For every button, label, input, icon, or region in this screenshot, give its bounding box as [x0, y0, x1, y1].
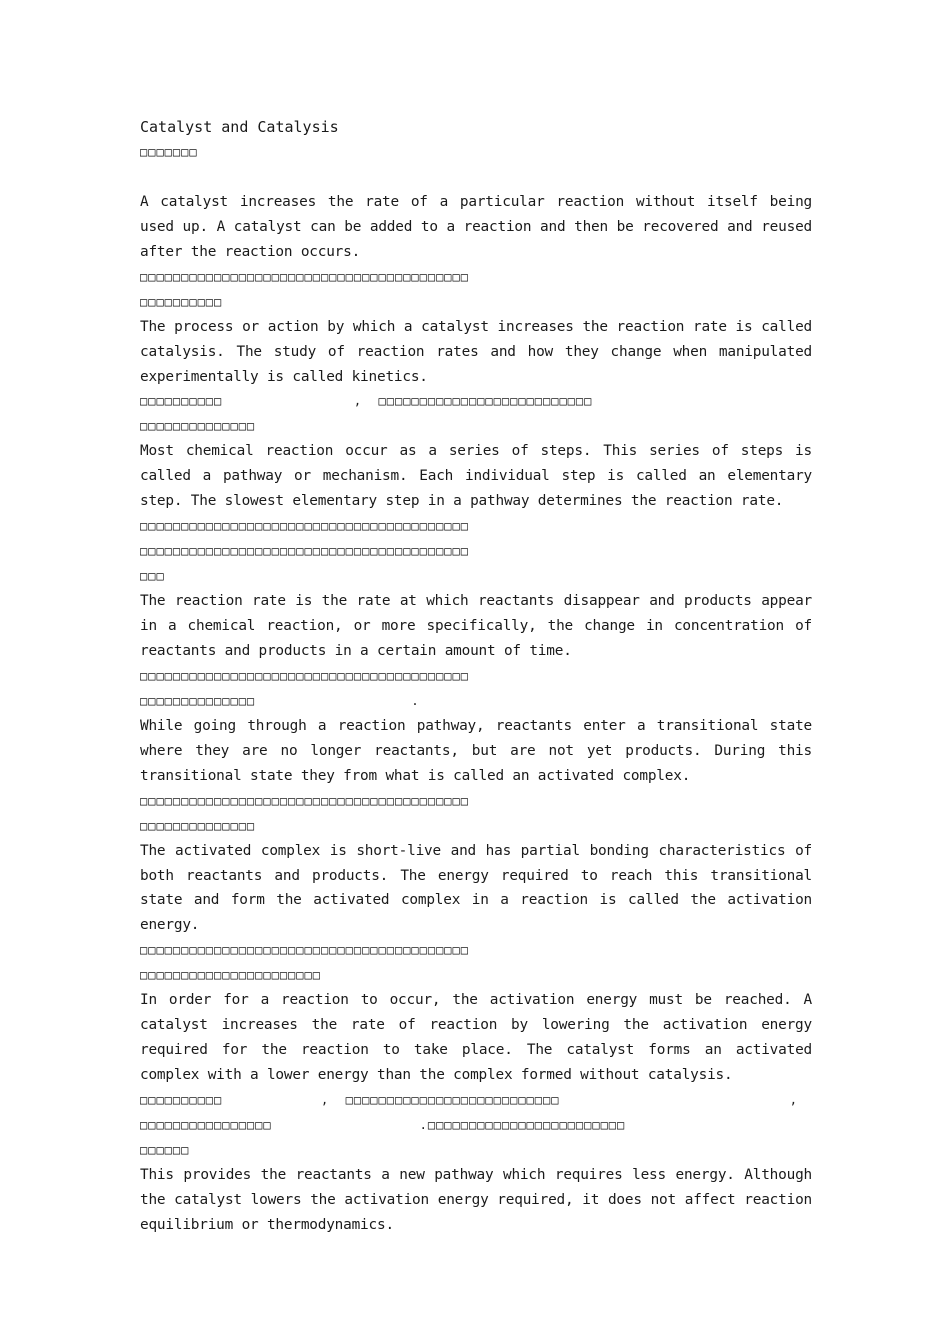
english-paragraph: Most chemical reaction occur as a series of steps. This series of steps is called a pathway or mechanism. Each individual step is called an elementary step. The slowest elementary step in a pathway determines the reaction rate.: [140, 443, 812, 510]
chinese-translation-line: □□□□□□□□□□: [140, 294, 223, 309]
english-paragraph: The activated complex is short-live and has partial bonding characteristics of both reactants and products. The energy required to reach this transitional state and form the activated complex in a reaction is called the activation energy.: [140, 842, 812, 934]
chinese-translation-line: □□□□□□□□□□□□□□: [140, 818, 256, 833]
chinese-translation-line: □□□□□□□□□□ , □□□□□□□□□□□□□□□□□□□□□□□□□□: [140, 394, 593, 409]
chinese-translation-line: □□□: [140, 569, 165, 584]
chinese-translation-line: □□□□□□□□□□□□□□: [140, 419, 256, 434]
chinese-translation-line: □□□□□□□□□□ , □□□□□□□□□□□□□□□□□□□□□□□□□□ ,: [140, 1092, 798, 1107]
document-subtitle: □□□□□□□: [140, 145, 198, 159]
chinese-translation-line: □□□□□□□□□□□□□□□□□□□□□□□□□□□□□□□□□□□□□□□□: [140, 943, 469, 958]
chinese-translation-line: □□□□□□□□□□□□□□□□□□□□□□□□□□□□□□□□□□□□□□□□: [140, 519, 469, 534]
english-paragraph: While going through a reaction pathway, reactants enter a transitional state where they are no longer reactants, but are not yet products. During this transitional state they from what is called an activated complex.: [140, 717, 812, 784]
chinese-translation-line: □□□□□□□□□□□□□□□□□□□□□□□□□□□□□□□□□□□□□□□□: [140, 668, 469, 683]
english-paragraph: This provides the reactants a new pathway which requires less energy. Although the catalyst lowers the activation energy required, it does not affect reaction equilibrium or thermodynamics.: [140, 1166, 812, 1233]
document-body: [140, 115, 812, 1238]
chinese-translation-line: □□□□□□□□□□□□□□□□□□□□□□: [140, 968, 321, 983]
blank-line: [140, 165, 812, 190]
document-title: Catalyst and Catalysis: [140, 118, 339, 136]
chinese-translation-line: □□□□□□: [140, 1142, 190, 1157]
chinese-translation-line: □□□□□□□□□□□□□□□□□□□□□□□□□□□□□□□□□□□□□□□□: [140, 544, 469, 559]
english-paragraph: In order for a reaction to occur, the activation energy must be reached. A catalyst increases the rate of reaction by lowering the activation energy required for the reaction to take place. The catalyst forms an activated complex with a lower energy than the complex formed without catalysis.: [140, 992, 812, 1083]
english-paragraph: The reaction rate is the rate at which reactants disappear and products appear in a chemical reaction, or more specifically, the change in concentration of reactants and products in a certain amount of time.: [140, 593, 812, 659]
chinese-translation-line: □□□□□□□□□□□□□□□□□□□□□□□□□□□□□□□□□□□□□□□□: [140, 793, 469, 808]
chinese-translation-line: □□□□□□□□□□□□□□ .: [140, 693, 420, 708]
chinese-translation-line: □□□□□□□□□□□□□□□□ .□□□□□□□□□□□□□□□□□□□□□□□□: [140, 1117, 626, 1132]
english-paragraph: A catalyst increases the rate of a particular reaction without itself being used up. A catalyst can be added to a reaction and then be recovered and reused after the reaction occurs.: [140, 194, 812, 260]
english-paragraph: The process or action by which a catalyst increases the reaction rate is called catalysis. The study of reaction rates and how they change when manipulated experimentally is called kinetics.: [140, 318, 812, 385]
chinese-translation-line: □□□□□□□□□□□□□□□□□□□□□□□□□□□□□□□□□□□□□□□□: [140, 269, 469, 284]
